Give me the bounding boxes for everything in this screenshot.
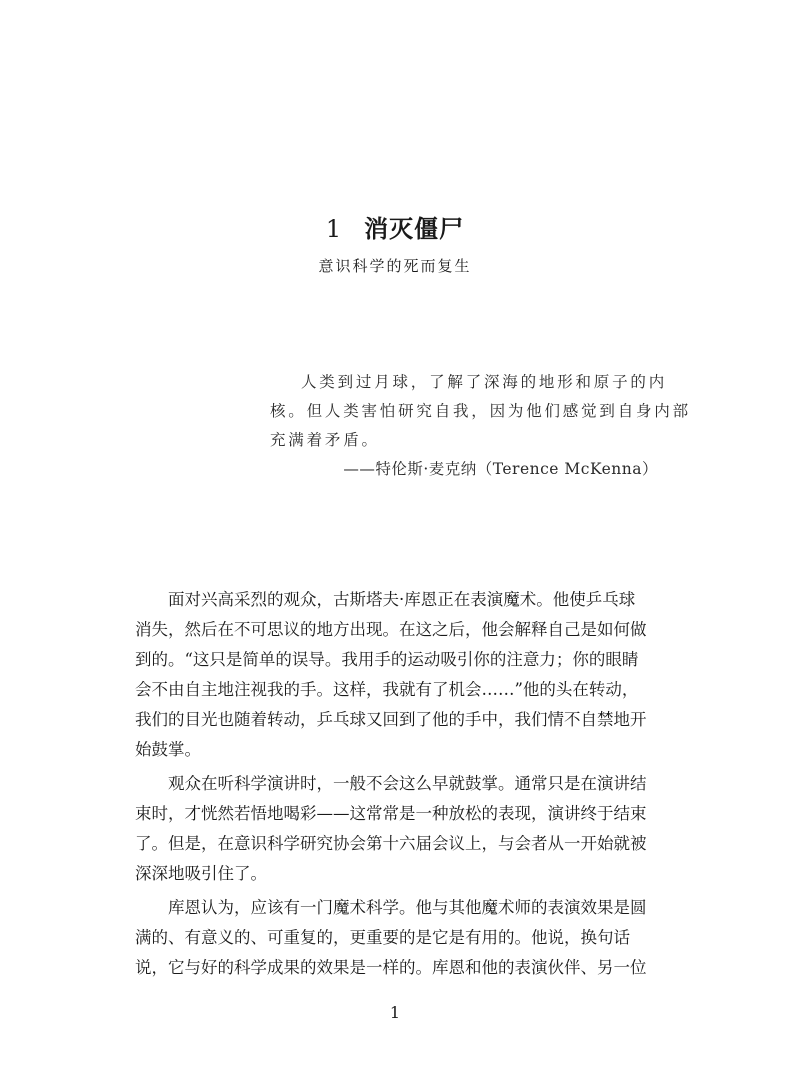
text-line: 消失，然后在不可思议的地方出现。在这之后，他会解释自己是如何做	[135, 620, 647, 639]
chapter-subtitle: 意识科学的死而复生	[318, 257, 472, 275]
text-line: 说，它与好的科学成果的效果是一样的。库恩和他的表演伙伴、另一位	[135, 958, 647, 977]
text-line: 满的、有意义的、可重复的，更重要的是它是有用的。他说，换句话	[135, 928, 630, 947]
chapter-number: 1	[325, 215, 343, 243]
text-line: 库恩认为，应该有一门魔术科学。他与其他魔术师的表演效果是圆	[168, 898, 647, 917]
text-line: 面对兴高采烈的观众，古斯塔夫·库恩正在表演魔术。他使乒乓球	[168, 590, 636, 609]
text-line: 始鼓掌。	[135, 740, 201, 759]
page-number: 1	[389, 1003, 401, 1022]
chapter-heading	[0, 214, 790, 244]
paragraph	[135, 769, 658, 889]
paragraph	[135, 893, 658, 983]
epigraph	[270, 368, 691, 484]
text-line: 我们的目光也随着转动，乒乓球又回到了他的手中，我们情不自禁地开	[135, 710, 647, 729]
text-line: 观众在听科学演讲时，一般不会这么早就鼓掌。通常只是在演讲结	[168, 774, 647, 793]
text-line: 了。但是，在意识科学研究协会第十六届会议上，与会者从一开始就被	[135, 834, 647, 853]
epigraph-line: 充满着矛盾。	[270, 431, 380, 449]
text-line: 到的。“这只是简单的误导。我用手的运动吸引你的注意力；你的眼睛	[135, 650, 639, 669]
epigraph-attribution: ——特伦斯·麦克纳（Terence McKenna）	[343, 460, 658, 478]
paragraph	[135, 585, 658, 765]
body-text	[135, 585, 658, 987]
chapter-title: 消灭僵尸	[364, 214, 465, 243]
epigraph-line: 人类到过月球，了解了深海的地形和原子的内	[301, 373, 668, 391]
text-line: 束时，才恍然若悟地喝彩——这常常是一种放松的表现，演讲终于结束	[135, 804, 647, 823]
epigraph-line: 核。但人类害怕研究自我，因为他们感觉到自身内部	[270, 402, 691, 420]
text-line: 会不由自主地注视我的手。这样，我就有了机会……”他的头在转动，	[135, 680, 639, 699]
text-line: 深深地吸引住了。	[135, 864, 267, 883]
